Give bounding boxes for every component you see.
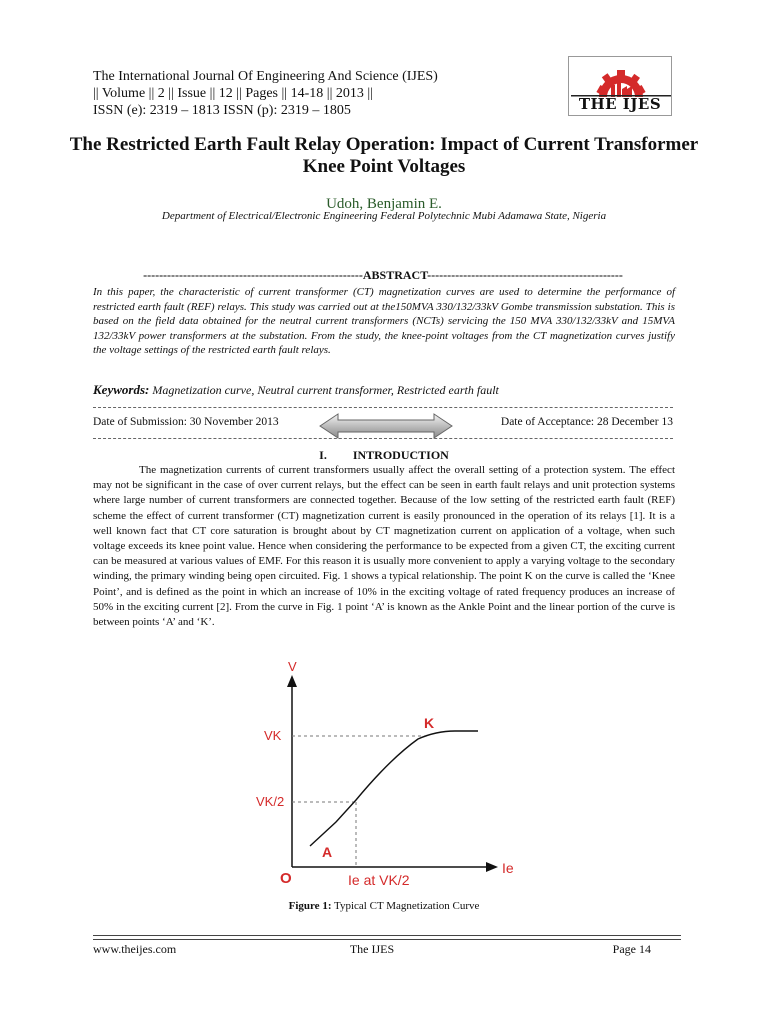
ijes-logo	[568, 56, 672, 116]
author-affiliation: Department of Electrical/Electronic Engineering Federal Polytechnic Mubi Adamawa State, Nigeria	[161, 210, 607, 222]
figure-caption	[0, 900, 768, 912]
section-heading	[0, 448, 768, 463]
magnetization-curve	[310, 731, 478, 846]
vk-label: VK	[264, 728, 282, 743]
x-axis-label: Ie	[502, 860, 514, 876]
journal-name: The International Journal Of Engineering And Science (IJES)	[93, 69, 438, 84]
keywords	[93, 382, 499, 398]
footer-website: www.theijes.com	[93, 942, 177, 956]
section-number: I.	[319, 448, 327, 462]
footer-divider	[93, 935, 681, 940]
article-title: The Restricted Earth Fault Relay Operation: Impact of Current Transformer Knee Point Voltages	[69, 134, 699, 177]
issn-line: ISSN (e): 2319 – 1813 ISSN (p): 2319 – 1805	[93, 103, 351, 118]
double-arrow-icon	[318, 412, 454, 445]
keywords-label: Keywords:	[93, 382, 150, 397]
footer-page-number: Page 14	[612, 942, 651, 956]
divider-top	[93, 407, 673, 408]
x-axis-arrow	[486, 862, 498, 872]
figure-1	[250, 655, 520, 896]
footer-journal: The IJES	[349, 942, 395, 956]
journal-header	[93, 68, 438, 119]
submission-date: Date of Submission: 30 November 2013	[93, 416, 279, 428]
abstract-heading: -------------------------------------------------------ABSTRACT-------------------------------------------------	[143, 268, 623, 282]
author-name: Udoh, Benjamin E.	[326, 196, 442, 212]
abstract-text: In this paper, the characteristic of current transformer (CT) magnetization curves are used to determine the performance of restricted earth fault (REF) relays. This study was carried out at the150MVA 330/132/33kV Gombe transmission substation. This is based on the field data obtained for the neutral current transformers (NCTs) servicing the 150 MVA 330/132/33kV and 15MVA 132/33kV power transformers at the substation. From the study, the knee-point voltages from the CT magnetization curves justify the voltage settings of the restricted earth fault relays.	[93, 286, 675, 356]
volume-line: || Volume || 2 || Issue || 12 || Pages || 14-18 || 2013 ||	[93, 86, 373, 101]
section-title: INTRODUCTION	[352, 448, 449, 462]
origin-label: O	[280, 870, 292, 887]
x-marker-label: Ie at VK/2	[348, 872, 410, 888]
acceptance-date: Date of Acceptance: 28 December 13	[500, 416, 673, 428]
figure-caption-label: Figure 1:	[288, 900, 332, 912]
divider-bottom	[93, 438, 673, 439]
y-axis-arrow	[287, 675, 297, 687]
magnetization-curve-diagram	[250, 655, 520, 891]
point-k-label: K	[424, 715, 435, 731]
introduction-text: The magnetization currents of current transformers usually affect the overall setting of a protection system. The effect may not be significant in the case of over current relays, but the effect can be seen in earth fault relays and unit protection systems where large number of current transformers are connected together. Because of the low setting of the restricted earth fault (REF) scheme the effect of current transformer (CT) magnetization current is easily pronounced in the operation of its relays [1]. It is a well known fact that CT core saturation is brought about by CT magnetization current on application of a voltage, when such voltage exceeds its knee point value. Hence when considering the performance to be expected from a given CT, the exciting current can be measured at various values of EMF. For this reason it is usually more convenient to apply a varying voltage to the secondary winding, the primary winding being open circuited. Fig. 1 shows a typical relationship. The point K on the curve is called the ‘Knee Point’, and is defined as the point in which an increase of 10% in the exciting voltage of rated frequency produces an increase of 50% in the exciting current [2]. From the curve in Fig. 1 point ‘A’ is known as the Ankle Point and the linear portion of the curve is between points ‘A’ and ‘K’.	[93, 464, 675, 629]
logo-text: THE IJES	[578, 95, 662, 113]
vk2-label: VK/2	[256, 794, 285, 809]
y-axis-label: V	[288, 659, 297, 674]
figure-caption-text: Typical CT Magnetization Curve	[331, 900, 480, 912]
point-a-label: A	[322, 844, 333, 860]
keywords-text: Magnetization curve, Neutral current transformer, Restricted earth fault	[149, 383, 499, 397]
